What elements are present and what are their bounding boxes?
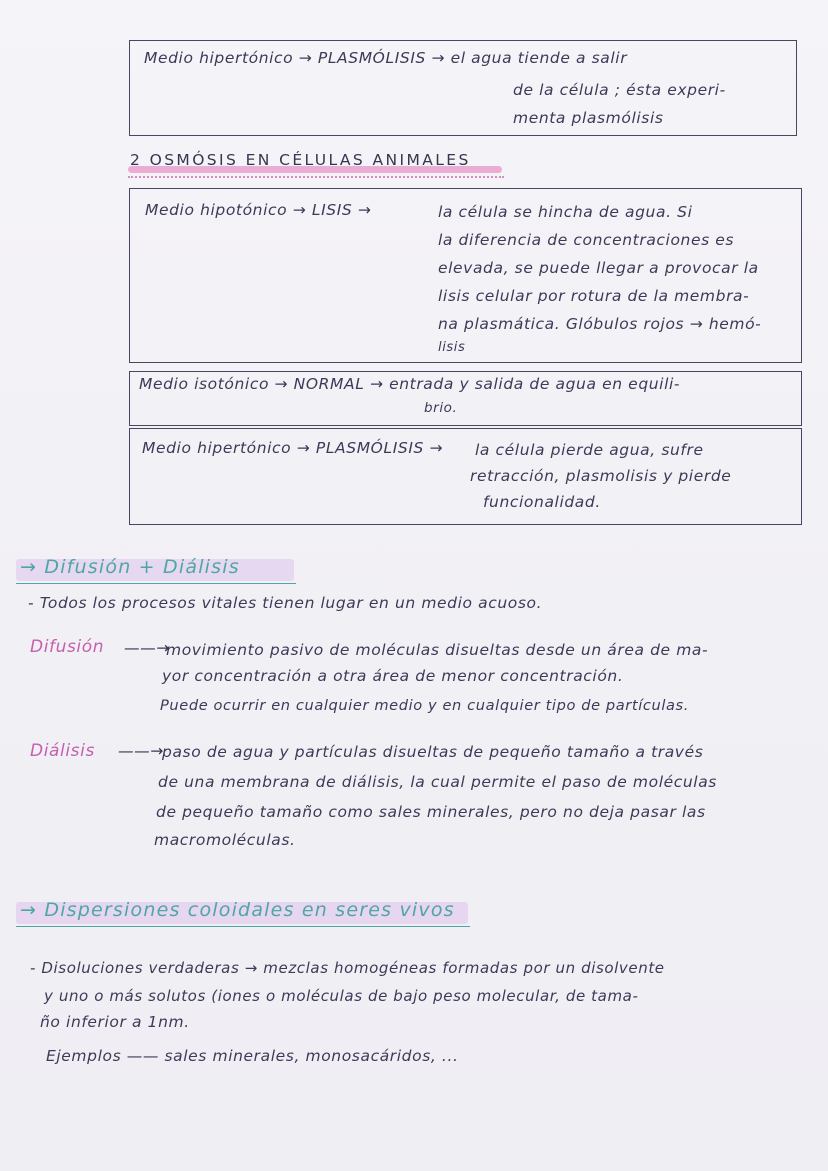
hipotonico-line-5: na plasmática. Glóbulos rojos → hemó- — [438, 315, 762, 333]
difusion-line-1: movimiento pasivo de moléculas disueltas desde un área de ma- — [166, 641, 709, 659]
difusion-term: Difusión — [30, 637, 105, 657]
dialisis-term: Diálisis — [30, 741, 95, 761]
hipertonico-plant-line1: Medio hipertónico → PLASMÓLISIS → el agua tiende a salir — [144, 49, 628, 67]
dialisis-line-2: de una membrana de diálisis, la cual permite el paso de moléculas — [158, 773, 717, 791]
difusion-title: → Difusión + Diálisis — [20, 556, 240, 578]
difusion-title-underline — [16, 583, 296, 584]
hipertonico-plant-line2: de la célula ; ésta experi- — [513, 81, 726, 99]
hipotonico-line-1: la célula se hincha de agua. Si — [438, 203, 693, 221]
difusion-intro: - Todos los procesos vitales tienen lugar en un medio acuoso. — [28, 594, 543, 612]
difusion-line-3: Puede ocurrir en cualquier medio y en cualquier tipo de partículas. — [160, 697, 689, 714]
dialisis-arrow: ——→ — [118, 742, 164, 760]
osmosis-heading-underline — [128, 176, 504, 178]
dispersiones-line-1: - Disoluciones verdaderas → mezclas homogéneas formadas por un disolvente — [30, 959, 665, 977]
dispersiones-title: → Dispersiones coloidales en seres vivos — [20, 899, 455, 921]
hipertonico-animal-label: Medio hipertónico → PLASMÓLISIS → — [142, 439, 444, 457]
difusion-arrow: ——→ — [124, 639, 170, 657]
hipertonico-animal-line-3: funcionalidad. — [483, 493, 601, 511]
dispersiones-line-2: y uno o más solutos (iones o moléculas de bajo peso molecular, de tama- — [44, 987, 639, 1005]
hipertonico-animal-line-2: retracción, plasmolisis y pierde — [470, 467, 732, 485]
isotonico-line2: brio. — [424, 400, 458, 416]
difusion-line-2: yor concentración a otra área de menor concentración. — [162, 667, 624, 685]
isotonico-line1: Medio isotónico → NORMAL → entrada y salida de agua en equili- — [139, 375, 681, 393]
dialisis-line-4: macromoléculas. — [154, 831, 296, 849]
dispersiones-title-underline — [16, 926, 470, 927]
hipotonico-line-6: lisis — [438, 340, 466, 355]
hipotonico-line-2: la diferencia de concentraciones es — [438, 231, 735, 249]
hipertonico-plant-line3: menta plasmólisis — [513, 109, 664, 127]
hipotonico-line-3: elevada, se puede llegar a provocar la — [438, 259, 759, 277]
dispersiones-line-3: ño inferior a 1nm. — [40, 1013, 190, 1031]
dialisis-line-3: de pequeño tamaño como sales minerales, pero no deja pasar las — [156, 803, 706, 821]
dispersiones-examples: Ejemplos —— sales minerales, monosacáridos, ... — [46, 1047, 459, 1065]
osmosis-heading: 2 OSMÓSIS EN CÉLULAS ANIMALES — [130, 151, 471, 169]
hipotonico-label: Medio hipotónico → LISIS → — [145, 201, 372, 219]
hipotonico-line-4: lisis celular por rotura de la membra- — [438, 287, 750, 305]
hipertonico-animal-line-1: la célula pierde agua, sufre — [475, 441, 704, 459]
dialisis-line-1: paso de agua y partículas disueltas de pequeño tamaño a través — [162, 743, 704, 761]
